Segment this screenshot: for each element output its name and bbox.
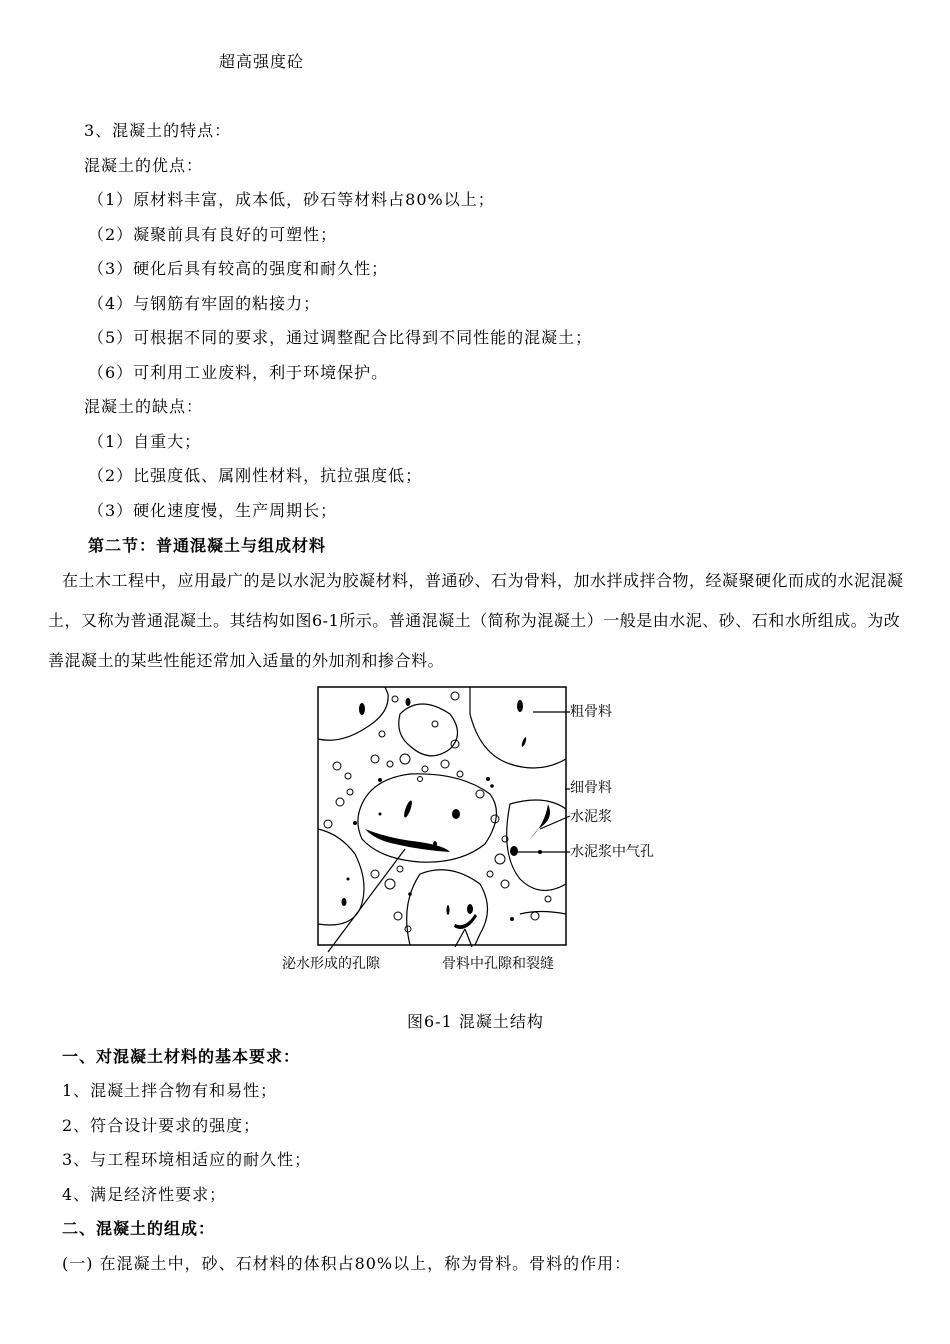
pros-item: （1）原材料丰富，成本低，砂石等材料占80%以上；: [88, 190, 495, 209]
label-paste: 水泥浆: [570, 809, 612, 825]
requirements-title: 一、对混凝土材料的基本要求：: [62, 1047, 301, 1066]
requirement-item: 3、与工程环境相适应的耐久性；: [62, 1150, 312, 1169]
label-coarse: 粗骨料: [570, 704, 612, 720]
requirement-item: 4、满足经济性要求；: [62, 1185, 227, 1204]
cons-title: 混凝土的缺点：: [84, 397, 204, 416]
composition-first: (一) 在混凝土中，砂、石材料的体积占80%以上，称为骨料。骨料的作用：: [62, 1254, 632, 1273]
pros-item: （3）硬化后具有较高的强度和耐久性；: [88, 259, 389, 278]
label-pores: 水泥浆中气孔: [570, 844, 654, 860]
pros-item: （4）与钢筋有牢固的粘接力；: [88, 294, 321, 313]
pros-item: （6）可利用工业废料，利于环境保护。: [88, 363, 389, 382]
features-title: 3、混凝土的特点：: [84, 121, 232, 140]
section2-title: 第二节：普通混凝土与组成材料: [88, 536, 327, 555]
heading-top: 超高强度砼: [219, 52, 305, 71]
cons-item: （3）硬化速度慢，生产周期长；: [88, 501, 338, 520]
label-fine: 细骨料: [570, 780, 612, 796]
label-bleed: 泌水形成的孔隙: [282, 956, 380, 972]
cons-item: （2）比强度低、属刚性材料，抗拉强度低；: [88, 466, 423, 485]
pros-title: 混凝土的优点：: [84, 156, 204, 175]
composition-title: 二、混凝土的组成：: [62, 1219, 216, 1238]
requirement-item: 1、混凝土拌合物有和易性；: [62, 1081, 278, 1100]
cons-item: （1）自重大；: [88, 432, 202, 451]
pros-item: （5）可根据不同的要求，通过调整配合比得到不同性能的混凝土；: [88, 328, 593, 347]
label-agg-pores: 骨料中孔隙和裂缝: [442, 956, 554, 972]
pros-item: （2）凝聚前具有良好的可塑性；: [88, 225, 338, 244]
concrete-structure-figure: [280, 684, 654, 974]
requirement-item: 2、符合设计要求的强度；: [62, 1116, 261, 1135]
section2-paragraph: 在土木工程中，应用最广的是以水泥为胶凝材料，普通砂、石为骨料，加水拌成拌合物，经凝聚硬化而成的水泥混凝土，又称为普通混凝土。其结构如图6-1所示。普通混凝土（简称为混凝土）一般是由水泥、砂、石和水所组成。为改善混凝土的某些性能还常加入适量的外加剂和掺合料。: [48, 571, 904, 670]
figure-caption: 图6-1 混凝土结构: [407, 1012, 544, 1031]
